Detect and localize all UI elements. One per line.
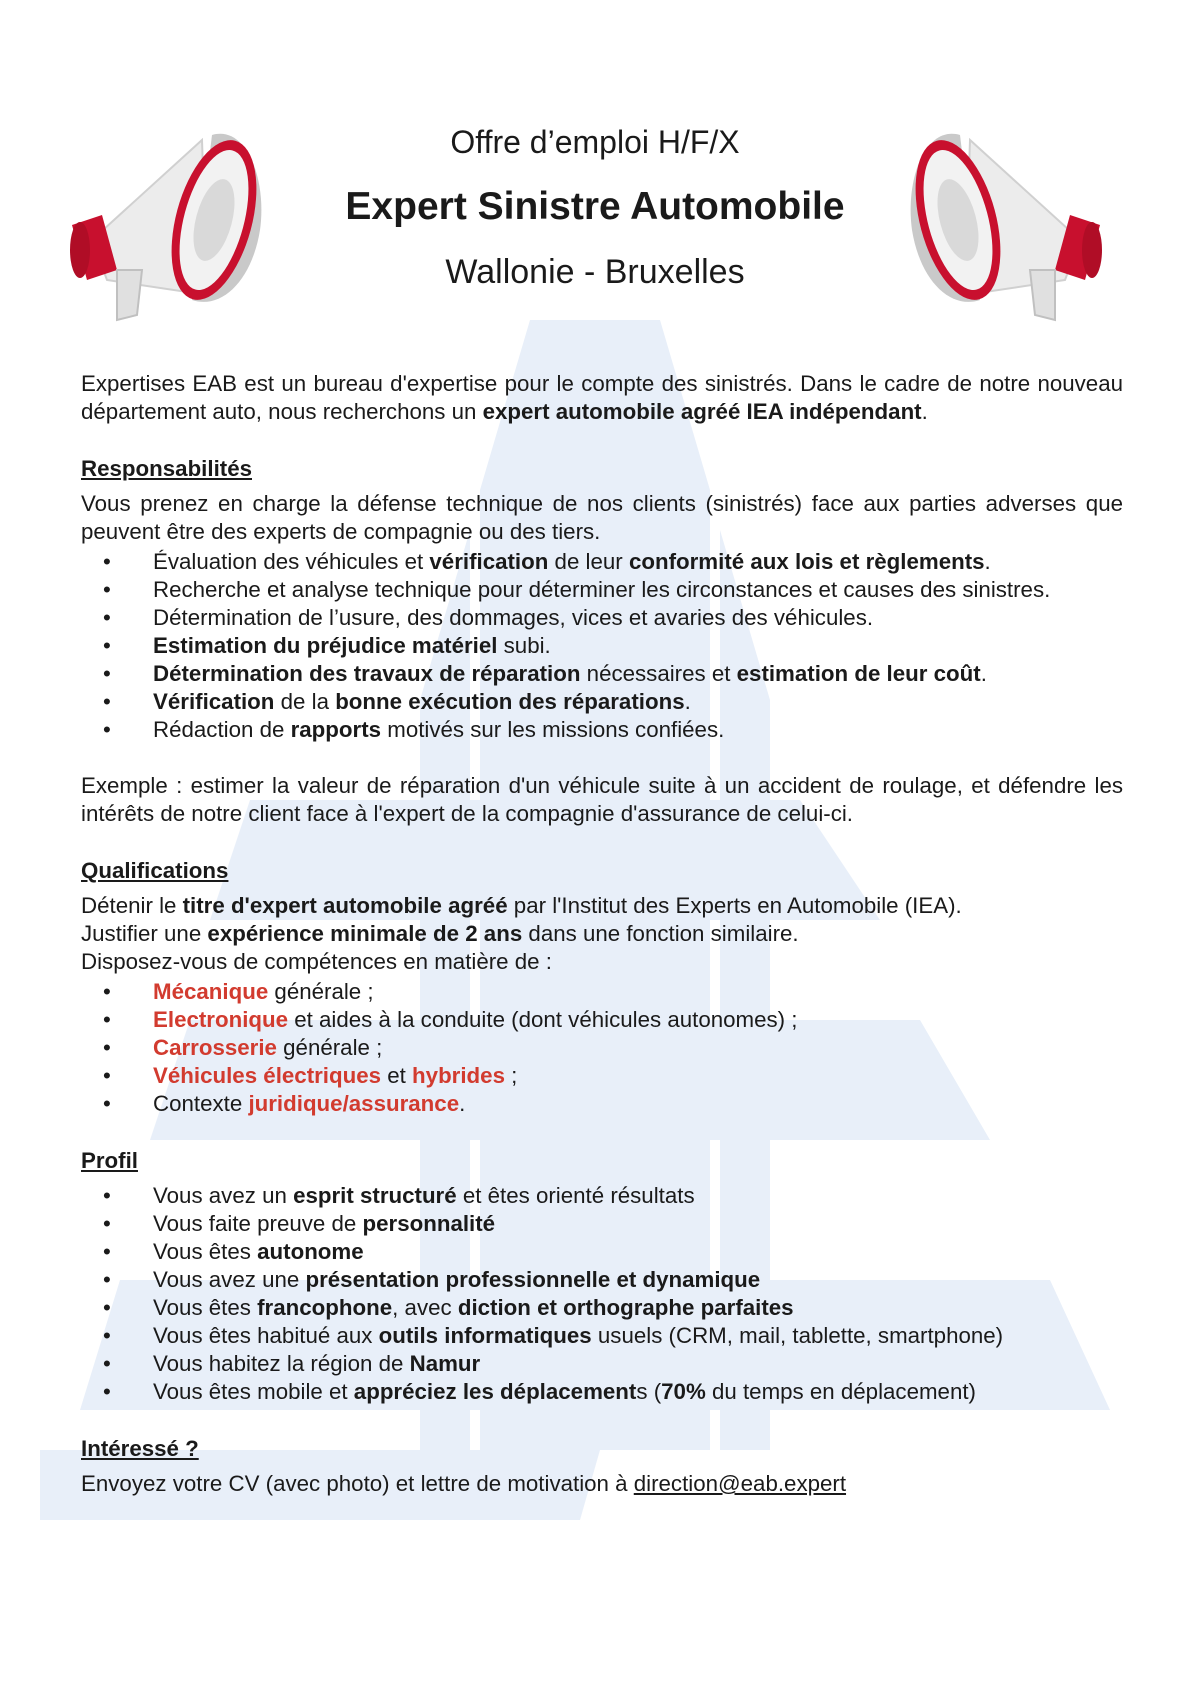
intro-text: Expertises EAB est un bureau d'expertise pour le compte des sinistrés. Dans le cadre de notre nouveau département auto, nous recherchons un	[81, 371, 1123, 424]
list-item: • Vous faite preuve de personnalité	[81, 1210, 1123, 1238]
list-item: • Vous habitez la région de Namur	[81, 1350, 1123, 1378]
qualification-line: Disposez-vous de compétences en matière de :	[81, 949, 552, 974]
responsabilites-intro: Vous prenez en charge la défense technique de nos clients (sinistrés) face aux parties adverses que peuvent être des experts de compagnie ou des tiers.	[81, 491, 1123, 544]
list-item: • Vous êtes mobile et appréciez les déplacements (70% du temps en déplacement)	[81, 1378, 1123, 1406]
intro-end: .	[921, 399, 928, 424]
list-item: • Carrosserie générale ;	[81, 1034, 1123, 1062]
header	[0, 122, 1190, 292]
list-item: • Vous êtes autonome	[81, 1238, 1123, 1266]
job-location: Wallonie - Bruxelles	[445, 253, 745, 291]
job-offer-kicker: Offre d’emploi H/F/X	[450, 124, 740, 160]
qualification-line: Justifier une expérience minimale de 2 ans dans une fonction similaire.	[81, 921, 799, 946]
list-item: • Estimation du préjudice matériel subi.	[81, 632, 1123, 660]
list-item: • Évaluation des véhicules et vérification de leur conformité aux lois et règlements.	[81, 548, 1123, 576]
intro-bold: expert automobile agréé IEA indépendant	[482, 399, 922, 424]
list-item: • Vérification de la bonne exécution des réparations.	[81, 688, 1123, 716]
example-paragraph: Exemple : estimer la valeur de réparation d'un véhicule suite à un accident de roulage, et défendre les intérêts de notre client face à l'expert de la compagnie d'assurance de celui-ci.	[81, 773, 1123, 826]
contact-text: Envoyez votre CV (avec photo) et lettre de motivation à	[81, 1471, 634, 1496]
list-item: • Vous êtes francophone, avec diction et orthographe parfaites	[81, 1294, 1123, 1322]
list-item: • Vous avez une présentation professionnelle et dynamique	[81, 1266, 1123, 1294]
competences-list	[81, 978, 1123, 1118]
job-description	[81, 370, 1123, 1498]
section-title-profil: Profil	[81, 1148, 138, 1173]
list-item: • Véhicules électriques et hybrides ;	[81, 1062, 1123, 1090]
list-item: • Vous êtes habitué aux outils informatiques usuels (CRM, mail, tablette, smartphone)	[81, 1322, 1123, 1350]
list-item: • Vous avez un esprit structuré et êtes orienté résultats	[81, 1182, 1123, 1210]
qualification-line: Détenir le titre d'expert automobile agréé par l'Institut des Experts en Automobile (IEA).	[81, 893, 962, 918]
list-item: • Détermination des travaux de réparation nécessaires et estimation de leur coût.	[81, 660, 1123, 688]
section-title-qualifications: Qualifications	[81, 858, 229, 883]
list-item: • Recherche et analyse technique pour déterminer les circonstances et causes des sinistres.	[81, 576, 1123, 604]
job-title: Expert Sinistre Automobile	[345, 185, 845, 228]
list-item: • Electronique et aides à la conduite (dont véhicules autonomes) ;	[81, 1006, 1123, 1034]
intro-paragraph	[81, 370, 1123, 426]
section-title-responsabilites: Responsabilités	[81, 456, 252, 481]
section-title-interesse: Intéressé ?	[81, 1436, 199, 1461]
responsabilites-list	[81, 548, 1123, 744]
profil-list	[81, 1182, 1123, 1406]
contact-email-link[interactable]: direction@eab.expert	[633, 1471, 847, 1496]
list-item: • Détermination de l’usure, des dommages, vices et avaries des véhicules.	[81, 604, 1123, 632]
contact-line	[81, 1470, 1123, 1498]
list-item: • Contexte juridique/assurance.	[81, 1090, 1123, 1118]
list-item: • Mécanique générale ;	[81, 978, 1123, 1006]
list-item: • Rédaction de rapports motivés sur les missions confiées.	[81, 716, 1123, 744]
